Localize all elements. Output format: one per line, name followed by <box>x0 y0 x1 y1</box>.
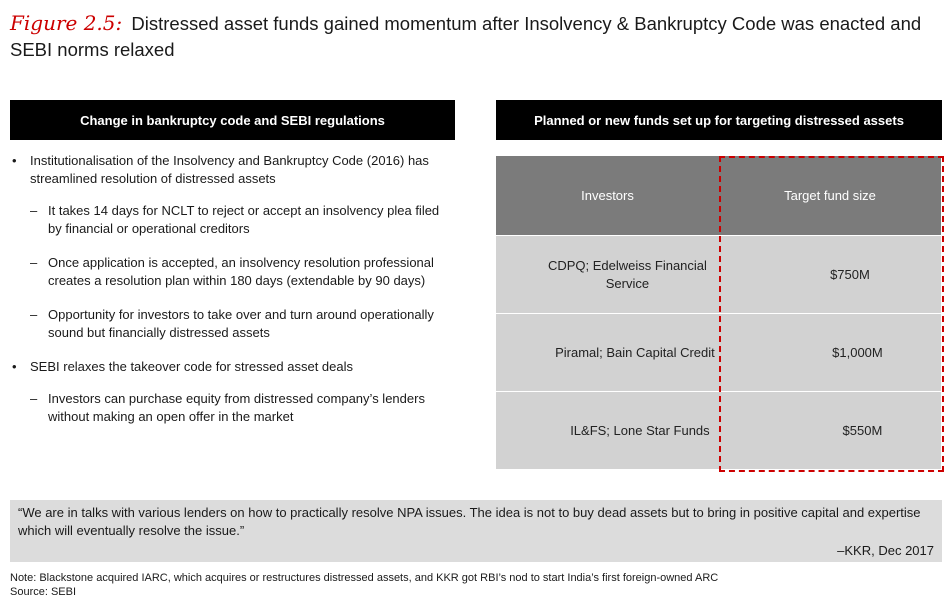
table-row <box>496 391 941 469</box>
funds-table <box>496 156 941 469</box>
bullet-sebi: • SEBI relaxes the takeover code for stressed asset deals <box>10 358 455 376</box>
footnotes <box>10 571 942 599</box>
target-size-cell: $1,000M <box>832 344 883 360</box>
sub-bullet-resolution-plan: – Once application is accepted, an insolvency resolution professional creates a resolution plan within 180 days (extendable by 90 days) <box>10 254 455 290</box>
target-size-cell: $550M <box>842 422 883 438</box>
investors-cell: Piramal; Bain Capital Credit <box>555 344 715 360</box>
table-header-row <box>496 156 941 235</box>
note-text: Note: Blackstone acquired IARC, which acquires or restructures distressed assets, and KKR got RBI’s nod to start India’s first foreign-owned ARC <box>10 572 719 584</box>
investors-cell: CDPQ; Edelweiss Financial Service <box>547 257 707 291</box>
bullet-ibc: • Institutionalisation of the Insolvency and Bankruptcy Code (2016) has streamlined resolution of distressed assets <box>10 152 455 188</box>
table-row <box>496 313 941 391</box>
right-panel-header: Planned or new funds set up for targeting distressed assets <box>496 100 942 140</box>
left-panel-header: Change in bankruptcy code and SEBI regulations <box>10 100 455 140</box>
figure-title <box>10 10 945 63</box>
column-header-target-size: Target fund size <box>784 187 876 203</box>
source-text: Source: SEBI <box>10 586 77 598</box>
sub-bullet-equity: – Investors can purchase equity from distressed company’s lenders without making an open offer in the market <box>10 390 455 426</box>
table-row <box>496 235 941 313</box>
target-size-cell: $750M <box>830 266 870 282</box>
sub-bullet-nclt: – It takes 14 days for NCLT to reject or accept an insolvency plea filed by financial or operational creditors <box>10 202 455 238</box>
quote-text: “We are in talks with various lenders on how to practically resolve NPA issues. The idea is not to buy dead assets but to bring in positive capital and expertise which will eventually resolve the issue.” <box>18 505 921 538</box>
sub-bullet-opportunity: – Opportunity for investors to take over and turn around operationally sound but financially distressed assets <box>10 306 455 342</box>
figure-title-text: Distressed asset funds gained momentum after Insolvency & Bankruptcy Code was enacted and SEBI norms relaxed <box>10 13 922 60</box>
figure-label: Figure 2.5: <box>10 11 123 35</box>
investors-cell: IL&FS; Lone Star Funds <box>570 422 710 438</box>
quote-source: –KKR, Dec 2017 <box>837 543 934 558</box>
regulation-bullets <box>10 152 455 442</box>
quote-box <box>10 500 942 562</box>
column-header-investors: Investors <box>581 187 634 203</box>
